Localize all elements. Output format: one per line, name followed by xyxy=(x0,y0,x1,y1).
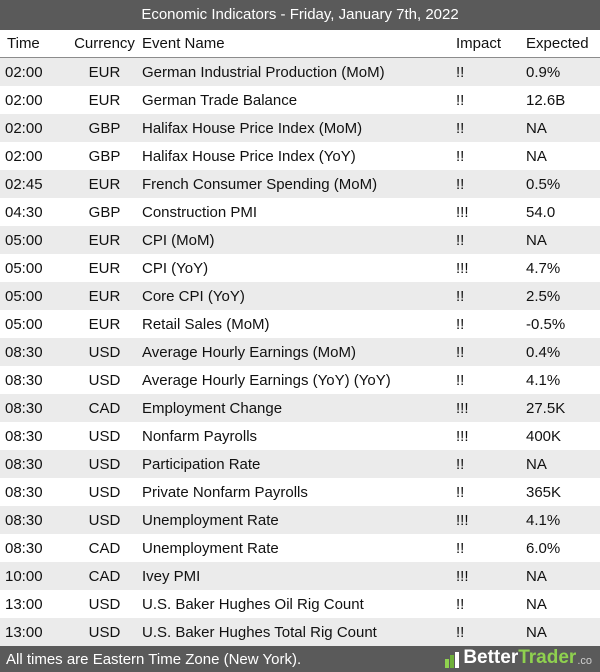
table-row[interactable] xyxy=(0,478,600,506)
table-row[interactable] xyxy=(0,534,600,562)
cell-currency: CAD xyxy=(67,534,142,562)
cell-impact: !! xyxy=(456,338,526,366)
cell-expected: NA xyxy=(526,590,600,618)
cell-time: 05:00 xyxy=(0,282,67,310)
table-row[interactable] xyxy=(0,114,600,142)
cell-event-name: German Trade Balance xyxy=(142,86,456,114)
table-row[interactable] xyxy=(0,310,600,338)
cell-time: 05:00 xyxy=(0,254,67,282)
table-row[interactable] xyxy=(0,282,600,310)
cell-time: 02:00 xyxy=(0,86,67,114)
cell-event-name: Core CPI (YoY) xyxy=(142,282,456,310)
cell-impact: !!! xyxy=(456,394,526,422)
column-header-impact[interactable]: Impact xyxy=(456,30,526,58)
cell-event-name: French Consumer Spending (MoM) xyxy=(142,170,456,198)
cell-currency: USD xyxy=(67,366,142,394)
cell-event-name: Average Hourly Earnings (YoY) (YoY) xyxy=(142,366,456,394)
cell-time: 13:00 xyxy=(0,618,67,646)
cell-expected: NA xyxy=(526,450,600,478)
cell-time: 08:30 xyxy=(0,422,67,450)
cell-expected: NA xyxy=(526,142,600,170)
cell-impact: !! xyxy=(456,282,526,310)
cell-event-name: Average Hourly Earnings (MoM) xyxy=(142,338,456,366)
cell-expected: NA xyxy=(526,562,600,590)
cell-currency: CAD xyxy=(67,394,142,422)
brand-logo[interactable] xyxy=(445,649,592,669)
cell-impact: !!! xyxy=(456,562,526,590)
cell-event-name: CPI (YoY) xyxy=(142,254,456,282)
cell-currency: CAD xyxy=(67,562,142,590)
cell-impact: !!! xyxy=(456,422,526,450)
column-header-event[interactable]: Event Name xyxy=(142,30,456,58)
cell-impact: !! xyxy=(456,478,526,506)
cell-impact: !! xyxy=(456,590,526,618)
cell-impact: !! xyxy=(456,618,526,646)
cell-time: 02:00 xyxy=(0,58,67,87)
cell-time: 08:30 xyxy=(0,450,67,478)
events-table xyxy=(0,30,600,646)
table-row[interactable] xyxy=(0,590,600,618)
table-row[interactable] xyxy=(0,226,600,254)
cell-event-name: Nonfarm Payrolls xyxy=(142,422,456,450)
cell-event-name: Retail Sales (MoM) xyxy=(142,310,456,338)
cell-impact: !! xyxy=(456,534,526,562)
cell-currency: EUR xyxy=(67,58,142,87)
cell-expected: 4.7% xyxy=(526,254,600,282)
cell-event-name: Ivey PMI xyxy=(142,562,456,590)
cell-currency: USD xyxy=(67,450,142,478)
cell-time: 08:30 xyxy=(0,506,67,534)
brand-name-part1: Better xyxy=(463,647,519,668)
table-body xyxy=(0,58,600,647)
cell-time: 02:00 xyxy=(0,114,67,142)
cell-impact: !!! xyxy=(456,254,526,282)
brand-name-part2: Trader xyxy=(518,647,577,668)
column-header-time[interactable]: Time xyxy=(0,30,67,58)
cell-currency: EUR xyxy=(67,86,142,114)
table-row[interactable] xyxy=(0,506,600,534)
table-row[interactable] xyxy=(0,338,600,366)
timezone-note: All times are Eastern Time Zone (New York). xyxy=(6,651,302,668)
cell-event-name: Private Nonfarm Payrolls xyxy=(142,478,456,506)
cell-expected: 54.0 xyxy=(526,198,600,226)
cell-currency: EUR xyxy=(67,226,142,254)
cell-expected: 0.9% xyxy=(526,58,600,87)
cell-time: 05:00 xyxy=(0,226,67,254)
table-row[interactable] xyxy=(0,562,600,590)
cell-time: 08:30 xyxy=(0,338,67,366)
cell-currency: GBP xyxy=(67,114,142,142)
cell-currency: USD xyxy=(67,618,142,646)
cell-currency: EUR xyxy=(67,282,142,310)
cell-event-name: Construction PMI xyxy=(142,198,456,226)
column-header-expected[interactable]: Expected xyxy=(526,30,600,58)
cell-expected: 400K xyxy=(526,422,600,450)
cell-time: 08:30 xyxy=(0,366,67,394)
cell-impact: !! xyxy=(456,114,526,142)
cell-currency: EUR xyxy=(67,310,142,338)
cell-currency: GBP xyxy=(67,198,142,226)
brand-name-suffix: .co xyxy=(577,655,592,667)
cell-impact: !!! xyxy=(456,198,526,226)
cell-impact: !! xyxy=(456,58,526,87)
cell-expected: 6.0% xyxy=(526,534,600,562)
cell-event-name: Halifax House Price Index (MoM) xyxy=(142,114,456,142)
cell-event-name: Employment Change xyxy=(142,394,456,422)
cell-time: 02:45 xyxy=(0,170,67,198)
cell-currency: USD xyxy=(67,590,142,618)
cell-currency: USD xyxy=(67,506,142,534)
table-row[interactable] xyxy=(0,86,600,114)
table-row[interactable] xyxy=(0,142,600,170)
cell-impact: !! xyxy=(456,366,526,394)
cell-currency: USD xyxy=(67,338,142,366)
cell-expected: NA xyxy=(526,226,600,254)
table-header-row xyxy=(0,30,600,58)
cell-time: 10:00 xyxy=(0,562,67,590)
cell-impact: !! xyxy=(456,142,526,170)
bar-chart-icon xyxy=(445,652,459,668)
cell-currency: USD xyxy=(67,478,142,506)
cell-expected: 0.5% xyxy=(526,170,600,198)
cell-expected: 365K xyxy=(526,478,600,506)
cell-currency: EUR xyxy=(67,170,142,198)
cell-impact: !! xyxy=(456,170,526,198)
cell-impact: !!! xyxy=(456,506,526,534)
table-row[interactable] xyxy=(0,450,600,478)
cell-expected: -0.5% xyxy=(526,310,600,338)
cell-time: 08:30 xyxy=(0,534,67,562)
cell-event-name: Unemployment Rate xyxy=(142,506,456,534)
cell-expected: 0.4% xyxy=(526,338,600,366)
cell-event-name: U.S. Baker Hughes Oil Rig Count xyxy=(142,590,456,618)
table-row[interactable] xyxy=(0,254,600,282)
footer-bar xyxy=(0,646,600,672)
cell-event-name: Participation Rate xyxy=(142,450,456,478)
cell-expected: 12.6B xyxy=(526,86,600,114)
cell-time: 08:30 xyxy=(0,394,67,422)
cell-time: 02:00 xyxy=(0,142,67,170)
cell-currency: USD xyxy=(67,422,142,450)
cell-event-name: Unemployment Rate xyxy=(142,534,456,562)
cell-event-name: German Industrial Production (MoM) xyxy=(142,58,456,87)
cell-event-name: U.S. Baker Hughes Total Rig Count xyxy=(142,618,456,646)
cell-event-name: CPI (MoM) xyxy=(142,226,456,254)
cell-time: 13:00 xyxy=(0,590,67,618)
column-header-currency[interactable]: Currency xyxy=(67,30,142,58)
cell-impact: !! xyxy=(456,310,526,338)
table-row[interactable] xyxy=(0,58,600,87)
cell-expected: 4.1% xyxy=(526,366,600,394)
cell-time: 04:30 xyxy=(0,198,67,226)
cell-time: 05:00 xyxy=(0,310,67,338)
cell-expected: NA xyxy=(526,618,600,646)
cell-event-name: Halifax House Price Index (YoY) xyxy=(142,142,456,170)
cell-impact: !! xyxy=(456,226,526,254)
table-row[interactable] xyxy=(0,618,600,646)
table-row[interactable] xyxy=(0,366,600,394)
table-row[interactable] xyxy=(0,394,600,422)
table-row[interactable] xyxy=(0,198,600,226)
cell-expected: 4.1% xyxy=(526,506,600,534)
page-title: Economic Indicators - Friday, January 7th, 2022 xyxy=(0,0,600,30)
cell-impact: !! xyxy=(456,450,526,478)
cell-time: 08:30 xyxy=(0,478,67,506)
cell-impact: !! xyxy=(456,86,526,114)
table-row[interactable] xyxy=(0,422,600,450)
cell-expected: NA xyxy=(526,114,600,142)
cell-expected: 2.5% xyxy=(526,282,600,310)
cell-expected: 27.5K xyxy=(526,394,600,422)
table-row[interactable] xyxy=(0,170,600,198)
cell-currency: EUR xyxy=(67,254,142,282)
cell-currency: GBP xyxy=(67,142,142,170)
